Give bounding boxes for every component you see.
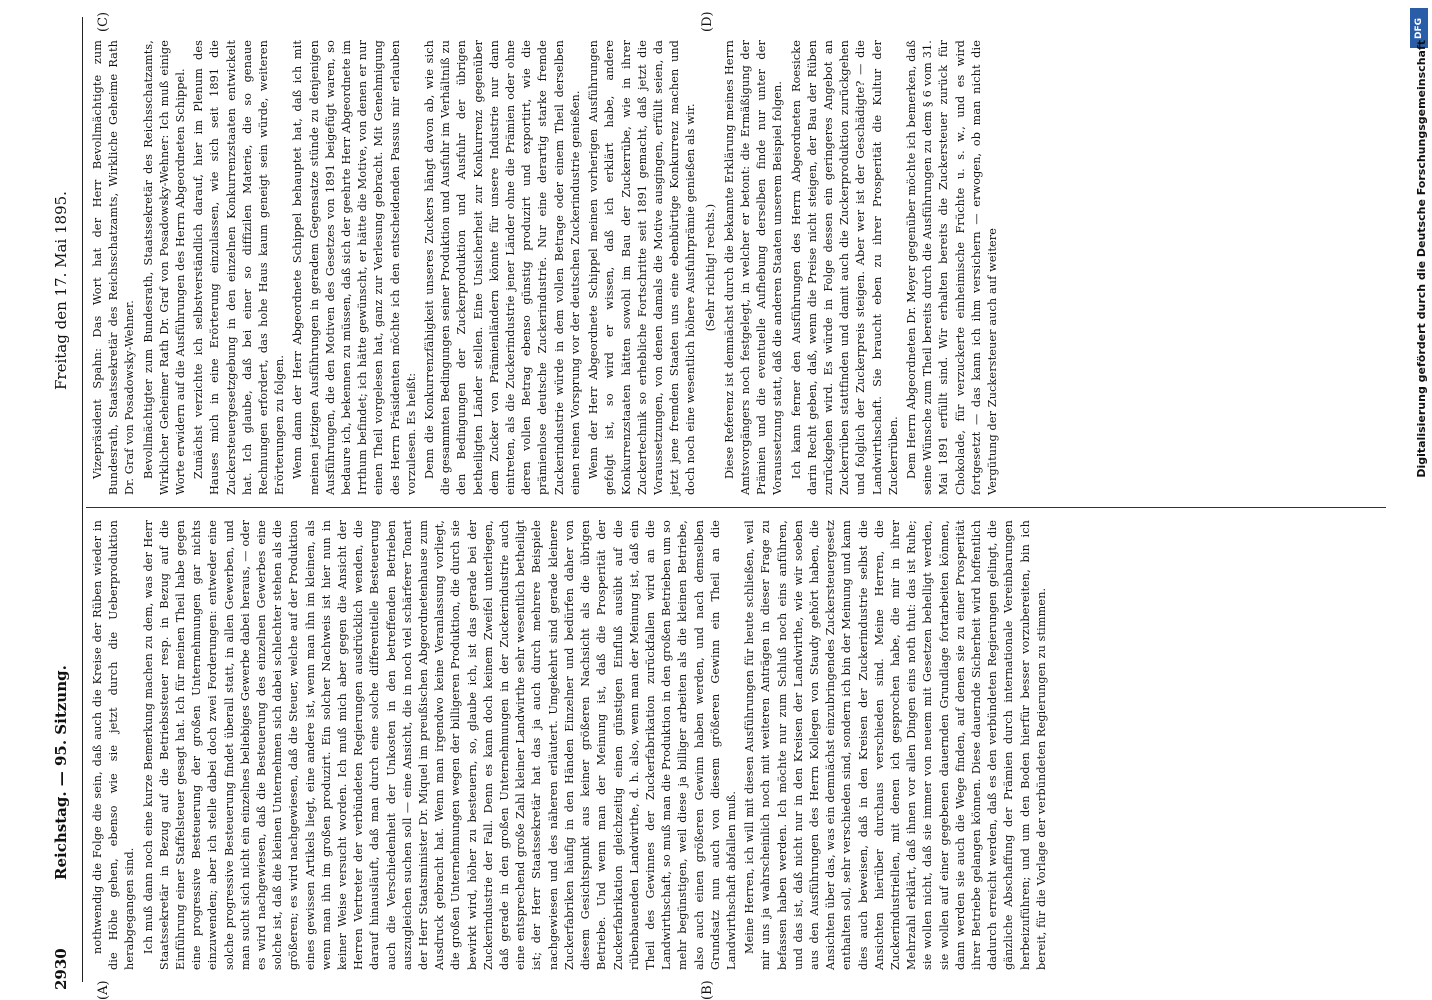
margin-marker-d: (D) — [700, 11, 715, 32]
paragraph: Dem Herrn Abgeordneten Dr. Meyer gegenüber möchte ich bemerken, daß seine Wünsche zum Theil bereits durch die Ausführungen zu dem § 6 vom 31. Mai 1891 erfüllt sind. Wir erhalten bereits die Zuckersteuer zurück für Chokolade, für verzuckerte einheimische Früchte u. s. w., und es wird fortgesetzt — das kann ich ihm versichern — erwogen, ob man nicht die Vergütung der Zuckersteuer auch auf weitere — [904, 40, 999, 495]
paragraph: Wenn dann der Herr Abgeordnete Schippel behauptet hat, daß ich mit meinen jetzigen Ausführungen in geradem Gegensatze stünde zu denjenigen Ausführungen, die den Motiven des Gesetzes von 1891 beigefügt waren, so bedaure ich, bekennen zu müssen, daß sich der geehrte Herr Abgeordnete im Irrthum befindet; ich hätte gewünscht, er hätte die Motive, von denen er nur einen Theil vorgelesen hat, ganz zur Verlesung gebracht. Mit Genehmigung des Herrn Präsidenten möchte ich den entscheidenden Passus mir erlauben vorzulesen. Es heißt: — [291, 40, 418, 495]
text-column-left — [90, 520, 1052, 970]
header-rule — [82, 17, 83, 982]
margin-marker-a: (A) — [96, 980, 111, 1000]
digitization-sidebar — [1402, 0, 1432, 1000]
running-head: Reichstag. — 95. Sitzung. — [52, 665, 70, 880]
session-date: Freitag den 17. Mai 1895. — [52, 191, 70, 390]
paragraph: Ich muß dann noch eine kurze Bemerkung machen zu dem, was der Herr Staatssekretär in Bezug auf die Betriebssteuer resp. in Bezug auf die Einführung einer Staffelsteuer gesagt hat. Ich für meinen Theil habe gegen eine progressive Besteuerung der großen Unternehmungen gar nichts einzuwenden; aber ich stelle dabei doch zwei Forderungen: entweder eine solche progressive Besteuerung findet überall statt, in allen Gewerben, und man sucht sich nicht ein einzelnes beliebiges Gewerbe dabei heraus, — oder es wird nachgewiesen, daß die Besteuerung des einzelnen Gewerbes eine solche ist, daß die kleinen Unternehmen sich dabei schlechter stehen als die größeren; es wird nachgewiesen, daß die Steuer, welche auf der Produktion eines gewissen Artikels liegt, eine andere ist, wenn man ihn im kleinen, als wenn man ihn im großen produzirt. Ein solcher Nachweis ist hier nun in keiner Weise versucht worden. Ich muß mich aber gegen die Ansicht der Herren Vertreter der verbündeten Regierungen ausdrücklich wenden, die darauf hinausläuft, daß man durch eine solche differentielle Besteuerung auch die Verschiedenheit der Unkosten in den betreffenden Betrieben auszugleichen suchen soll — eine Ansicht, die in noch viel schärferer Tonart der Herr Staatsminister Dr. Miquel im preußischen Abgeordnetenhause zum Ausdruck gebracht hat. Wenn man irgendwo keine Veranlassung vorliegt, die großen Unternehmungen wegen der billigeren Produktion, die durch sie bewirkt wird, höher zu besteuern, so, glaube ich, ist das gerade bei der Zuckerindustrie der Fall. Denn es kann doch keinem Zweifel unterliegen, daß gerade in den großen Unternehmungen in der Zuckerindustrie auch eine entsprechend große Zahl kleiner Landwirthe sehr wesentlich betheiligt ist; der Herr Staatssekretär hat das ja auch durch mehrere Beispiele nachgewiesen und des näheren erläutert. Umgekehrt sind gerade kleinere Zuckerfabriken häufig in den Händen Einzelner und bedürfen daher von diesem Gesichtspunkt aus keiner größeren Nachsicht als die übrigen Betriebe. Und wenn man der Meinung ist, daß die Prosperität der Zuckerfabrikation gleichzeitig einen günstigen Einfluß ausübt auf die rübenbauenden Landwirthe, d. h. also, wenn man der Meinung ist, daß ein Theil des Gewinnes der Zuckerfabrikation zurückfallen wird an die Landwirthschaft, so muß man die Produktion in den großen Betrieben um so mehr begünstigen, weil diese ja billiger arbeiten als die kleinen Betriebe, also auch einen größeren Gewinn haben werden, und nach demselben Grundsatz nun auch von diesem größeren Gewinn ein Theil an die Landwirthschaft abfallen muß. — [141, 520, 738, 970]
paragraph: Bevollmächtigter zum Bundesrath, Staatssekretär des Reichsschatzamts, Wirklicher Geheimer Rath Dr. Graf von Posadowsky-Wehner: Ich muß einige Worte erwidern auf die Ausführungen des Herrn Abgeordneten Schippel. — [141, 40, 188, 495]
paragraph: Denn die Konkurrenzfähigkeit unseres Zuckers hängt davon ab, wie sich die gesammten Bedingungen seiner Produktion und Ausfuhr im Verhältniß zu den Bedingungen der Zuckerproduktion und Ausfuhr der übrigen betheiligten Länder stellen. Eine Unsicherheit zur Konkurrenz gegenüber dem Zucker von Prämienländern könnte für unsere Industrie nur dann eintreten, als die Zuckerindustrie jener Länder ohne die Prämien oder ohne deren vollen Betrag ebenso günstig produzirt und exportirt, wie die prämienlose deutsche Zuckerindustrie. Nur eine derartig starke fremde Zuckerindustrie würde in dem vollen Betrage oder einem Theil derselben einen reinen Vorsprung vor der deutschen Zuckerindustrie genießen. — [423, 40, 582, 495]
margin-marker-b: (B) — [700, 980, 715, 1000]
text-column-right — [90, 40, 1003, 495]
paragraph: Meine Herren, ich will mit diesen Ausführungen für heute schließen, weil mir uns ja wahrscheinlich noch mit weiteren Anträgen in dieser Frage zu befassen haben werden. Ich möchte nur zum Schluß noch eins anführen, und das ist, daß nicht nur in den Kreisen der Landwirthe, wie wir soeben aus den Ausführungen des Herrn Kollegen von Staudy gehört haben, die Ansichten über das, was ein demnächst einzubringendes Zuckersteuergesetz enthalten soll, sehr verschieden sind, sondern ich bin der Meinung und kann dies auch beweisen, daß in den Kreisen der Zuckerindustrie selbst die Ansichten hierüber durchaus verschieden sind. Meine Herren, die Zuckerindustriellen, mit denen ich gesprochen habe, die mir in ihrer Mehrzahl erklärt, daß ihnen vor allen Dingen eins noth thut: das ist Ruhe; sie wollen nicht, daß sie immer von neuem mit Gesetzen behelligt werden, sie wollen auf einer gegebenen dauernden Grundlage fortarbeiten können, dann werden sie auch die Wege finden, auf denen sie zu einer Prosperität ihrer Betriebe gelangen können. Diese dauernde Sicherheit wird hoffentlich dadurch erreicht werden, daß es den verbündeten Regierungen gelingt, die gänzliche Abschaffung der Prämien durch internationale Vereinbarungen herbeizuführen; und um den Boden hierfür besser vorzubereiten, bin ich bereit, für die Vorlage der verbündeten Regierungen zu stimmen. — [743, 520, 1048, 970]
page-header — [52, 10, 80, 990]
column-rule — [86, 507, 1386, 508]
digitization-credit: Digitalisierung gefördert durch die Deutsche Forschungsgemeinschaft — [1415, 40, 1428, 478]
paragraph: Ich kann ferner den Ausführungen des Herrn Abgeordneten Roesicke darin Recht geben, daß, wenn die Preise nicht steigen, der Bau der Rüben zurückgehen wird. Es würde in Folge dessen ein geringeres Angebot an Zuckerrüben stattfinden und damit auch die Zuckerproduktion zurückgehen und folglich der Zuckerpreis steigen. Aber wer ist der Geschädigte? — die Landwirthschaft. Sie braucht eben zu ihrer Prosperität die Kultur der Zuckerrüben. — [789, 40, 900, 495]
paragraph: Zunächst verzichte ich selbstverständlich darauf, hier im Plenum des Hauses mich in eine Erörterung einzulassen, wie sich seit 1891 die Zuckersteuergesetzgebung in den einzelnen Konkurrenzstaaten entwickelt hat. Ich glaube, daß bei einer so diffizilen Materie, die so genaue Rechnungen erfordert, das hohe Haus kaum geneigt sein würde, weiteren Erörterungen zu folgen. — [192, 40, 287, 495]
paragraph: Vizepräsident Spahn: Das Wort hat der Herr Bevollmächtigte zum Bundesrath, Staatssekretär des Reichsschatzamts, Wirkliche Geheime Rath Dr. Graf von Posadowsky-Wehner. — [91, 40, 137, 495]
paragraph: (Sehr richtig! rechts.) — [703, 203, 717, 332]
margin-marker-c: (C) — [96, 11, 111, 32]
dfg-logo: DFG — [1410, 8, 1428, 48]
paragraph: nothwendig die Folge die sein, daß auch die Kreise der Rüben wieder in die Höhe gehen, ebenso wie sie jetzt durch die Ueberproduktion herabgegangen sind. — [91, 520, 137, 970]
paragraph: Wenn der Herr Abgeordnete Schippel meinen vorherigen Ausführungen gefolgt ist, so wird er wissen, daß ich erklärt habe, andere Konkurrenzstaaten hätten sowohl im Bau der Zuckerrübe, wie in ihrer Zuckertechnik so erhebliche Fortschritte seit 1891 gemacht, daß jetzt die Voraussetzungen, von denen damals die Motive ausgingen, erfüllt seien, da jetzt jene fremden Staaten uns eine ebenbürtige Konkurrenz machen und doch noch eine wesentlich höhere Ausfuhrprämie genießen als wir. — [587, 40, 698, 495]
page-number: 2930 — [52, 948, 70, 990]
paragraph: Diese Referenz ist demnächst durch die bekannte Erklärung meines Herrn Amtsvorgängers noch festgelegt, in welcher er betont: die Ermäßigung der Prämien und die eventuelle Aufhebung derselben finde nur unter der Voraussetzung statt, daß die anderen Staaten unserem Beispiel folgen. — [722, 40, 785, 495]
